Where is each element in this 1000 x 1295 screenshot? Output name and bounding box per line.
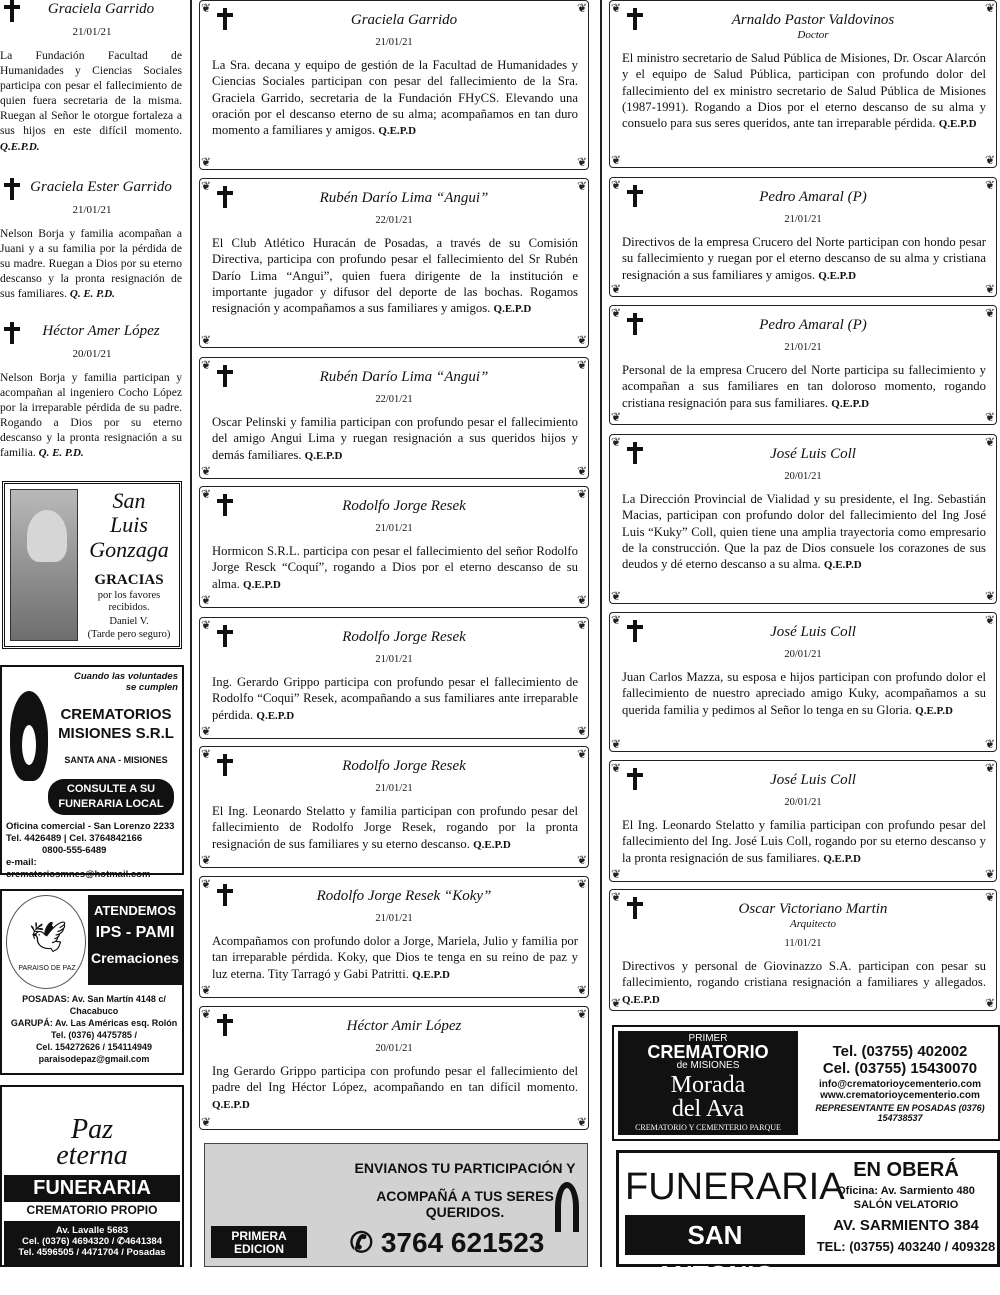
ad-subtitle: CREMATORIO PROPIO	[26, 1203, 158, 1217]
obituary-notice	[609, 612, 997, 752]
paraiso-de-paz-ad	[0, 889, 184, 1075]
banner-phone: ✆ 3764 621523	[349, 1227, 545, 1258]
corner-ornament: ❦	[201, 983, 212, 997]
notice-date: 22/01/21	[375, 215, 413, 226]
notice-date: 20/01/21	[784, 649, 822, 660]
corner-ornament: ❦	[576, 179, 587, 193]
corner-ornament: ❦	[201, 618, 212, 632]
notice-name: Graciela Garrido	[350, 12, 458, 28]
cross-icon	[4, 0, 20, 22]
corner-ornament: ❦	[984, 589, 995, 603]
notice-text: El Ing. Leonardo Stelatto y familia participan con profundo pesar del fallecimiento del Ing. José Luis Coll, rogando por su eterno descanso y la pronta resignación de sus familiares. Q.E.P.D	[622, 818, 986, 865]
notice-name: Rodolfo Jorge Resek	[342, 758, 466, 774]
cross-icon	[217, 494, 233, 516]
cross-icon	[4, 178, 20, 200]
corner-ornament: ❦	[201, 724, 212, 738]
corner-ornament: ❦	[201, 464, 212, 478]
corner-ornament: ❦	[984, 435, 995, 449]
notice-text: El Club Atlético Huracán de Posadas, a través de su Comisión Directiva, participa con profundo pesar el fallecimiento del Sr Rubén Darío Lima “Angui”, quien fuera dirigente de la institución e importante jugador y difusor del deporte de las bochas. Rogamos resignación y acompañamos a sus familiares y amigos. Q.E.P.D	[212, 236, 578, 316]
corner-ornament: ❦	[576, 593, 587, 607]
obituary-notice	[199, 1006, 589, 1130]
corner-ornament: ❦	[611, 153, 622, 167]
corner-ornament: ❦	[201, 1115, 212, 1129]
cross-icon	[627, 8, 643, 30]
notice-text: Acompañamos con profundo dolor a Jorge, Mariela, Julio y familia por tan irreparable pérdida. Koky, que Dios te tenga en su reino de paz y luz eterna. Tity Tarragó y Gabi Patritti. Q.E.P.D	[212, 934, 578, 981]
corner-ornament: ❦	[984, 306, 995, 320]
notice-subtitle: Arquitecto	[789, 918, 837, 930]
ad-gracias: GRACIAS	[94, 572, 164, 588]
notice-text: Juan Carlos Mazza, su esposa e hijos participan con profundo dolor el fallecimiento de nuestro apreciado amigo Kuky, acompañamos a su querida familia y pedimos al Señor lo tenga en su Gloria. Q.E.P.D	[622, 670, 986, 717]
corner-ornament: ❦	[576, 877, 587, 891]
corner-ornament: ❦	[611, 737, 622, 751]
corner-ornament: ❦	[576, 1, 587, 15]
corner-ornament: ❦	[611, 761, 622, 775]
ad-contact: Oficina comercial - San Lorenzo 2233 Tel. 4426489 | Cel. 3764842166 0800-555-6489 e-mail: crematoriosmnes@hotmail.com	[6, 821, 175, 880]
ad-signer: Daniel V.	[109, 616, 149, 627]
corner-ornament: ❦	[201, 155, 212, 169]
notice-date: 21/01/21	[375, 654, 413, 665]
notice-text: Directivos de la empresa Crucero del Norte participan con hondo pesar su fallecimiento y ruegan por el eterno descanso de su alma y cristiana resignación a sus familiares y amigos. Q.E.P.D	[622, 235, 986, 282]
corner-ornament: ❦	[201, 487, 212, 501]
notice-name: Rubén Darío Lima “Angui”	[319, 190, 489, 206]
funeraria-san-antonio-ad	[616, 1150, 1000, 1290]
obituary-notice	[609, 760, 997, 882]
corner-ornament: ❦	[611, 890, 622, 904]
corner-ornament: ❦	[611, 435, 622, 449]
corner-ornament: ❦	[576, 1115, 587, 1129]
ad-title: CREMATORIOS MISIONES S.R.L	[58, 706, 174, 742]
corner-ornament: ❦	[611, 306, 622, 320]
notice-name: José Luis Coll	[770, 446, 856, 462]
paz-eterna-logo: Paz eterna	[56, 1114, 128, 1171]
ad-text: por los favores recibidos.	[97, 590, 161, 613]
obituary-notice	[609, 889, 997, 1011]
notice-name: José Luis Coll	[770, 624, 856, 640]
morada-contact: Tel. (03755) 402002 Cel. (03755) 15430070 info@crematorioycementerio.com www.crematorioycementerio.com REPRESENTANTE EN POSADAS (0376) 154738537	[815, 1043, 985, 1123]
obituary-notice	[199, 617, 589, 739]
notice-name: Graciela Garrido	[47, 1, 155, 17]
corner-ornament: ❦	[611, 410, 622, 424]
corner-ornament: ❦	[201, 1007, 212, 1021]
corner-ornament: ❦	[611, 613, 622, 627]
dove-icon: 🕊	[29, 921, 68, 954]
ad-note: (Tarde pero seguro)	[87, 629, 171, 640]
corner-ornament: ❦	[611, 1, 622, 15]
ad-script-line: Luis	[110, 512, 148, 537]
corner-ornament: ❦	[576, 155, 587, 169]
corner-ornament: ❦	[201, 358, 212, 372]
corner-ornament: ❦	[576, 983, 587, 997]
notice-date: 21/01/21	[784, 214, 822, 225]
notice-name: Héctor Amir López	[346, 1018, 462, 1034]
corner-ornament: ❦	[576, 333, 587, 347]
san-luis-gonzaga-ad	[2, 481, 182, 649]
ad-tagline: Cuando las voluntades se cumplen	[74, 671, 178, 693]
notice-date: 21/01/21	[784, 342, 822, 353]
column-rule-right	[600, 0, 602, 1267]
corner-ornament: ❦	[576, 618, 587, 632]
corner-ornament: ❦	[611, 996, 622, 1010]
consulte-badge: CONSULTE A SU FUNERARIA LOCAL	[48, 779, 174, 815]
notice-date: 20/01/21	[72, 348, 112, 360]
ad-office: Oficina: Av. Sarmiento 480	[837, 1185, 975, 1197]
cross-icon	[627, 442, 643, 464]
notice-name: Graciela Ester Garrido	[30, 179, 172, 195]
corner-ornament: ❦	[984, 737, 995, 751]
banner-line: ENVIANOS TU PARTICIPACIÓN Y	[354, 1160, 576, 1176]
notice-text: La Dirección Provincial de Vialidad y su presidente, el Ing. Sebastián Macias, participan con profundo dolor del fallecimiento del Ing José Luis “Kuky” Coll, quien tiene una amplia trayectoria como empresario de la construcción. Que la paz de Dios consuele los corazones de sus deudos y dé eterno descanso a su alma. Q.E.P.D	[622, 492, 986, 572]
obituary-notice	[199, 0, 589, 170]
left-notice	[0, 0, 184, 155]
notice-name: Arnaldo Pastor Valdovinos	[731, 12, 895, 28]
cross-icon	[627, 185, 643, 207]
ad-address: AV. SARMIENTO 384	[833, 1217, 979, 1234]
corner-ornament: ❦	[984, 867, 995, 881]
corner-ornament: ❦	[984, 1, 995, 15]
corner-ornament: ❦	[984, 996, 995, 1010]
ad-funeraria: FUNERARIA	[625, 1166, 845, 1208]
notice-text: Oscar Pelinski y familia participan con profundo pesar el fallecimiento del amigo Angui Lima y ruegan resignación a sus queridos hijos y demás familiares. Q.E.P.D	[212, 415, 578, 462]
cross-icon	[217, 8, 233, 30]
notice-date: 20/01/21	[784, 471, 822, 482]
crematorios-misiones-ad	[0, 665, 184, 880]
left-notice	[0, 322, 184, 462]
corner-ornament: ❦	[611, 282, 622, 296]
cross-icon	[217, 186, 233, 208]
notice-date: 21/01/21	[375, 523, 413, 534]
column-rule-left	[190, 0, 192, 1267]
corner-ornament: ❦	[984, 890, 995, 904]
notice-name: Rodolfo Jorge Resek “Koky”	[316, 888, 492, 904]
obituary-notice	[199, 486, 589, 608]
corner-ornament: ❦	[984, 761, 995, 775]
ad-location: SANTA ANA - MISIONES	[64, 755, 168, 765]
notice-date: 21/01/21	[375, 783, 413, 794]
corner-ornament: ❦	[201, 333, 212, 347]
corner-ornament: ❦	[576, 464, 587, 478]
obituary-notice	[199, 876, 589, 998]
obituary-notice	[609, 434, 997, 604]
notice-text: Ing Gerardo Grippo participa con profundo pesar el fallecimiento del padre del Ing Héctor López, acompañando en tan difícil momento. Q.E.P.D	[212, 1064, 578, 1111]
ad-name: SAN ANTONIO	[625, 1215, 805, 1255]
corner-ornament: ❦	[984, 153, 995, 167]
corner-ornament: ❦	[576, 487, 587, 501]
corner-ornament: ❦	[984, 282, 995, 296]
notice-subtitle: Doctor	[797, 29, 829, 41]
notice-date: 21/01/21	[72, 26, 112, 38]
obituary-notice	[609, 177, 997, 297]
corner-ornament: ❦	[576, 358, 587, 372]
corner-ornament: ❦	[984, 410, 995, 424]
cross-icon	[217, 365, 233, 387]
ad-address: POSADAS: Av. San Martín 4148 c/ Chacabuco GARUPÁ: Av. Las Américas esq. Rolón Tel. (0376) 4475785 / Cel. 154272626 / 154114949 paraisodepaz@gmail.com	[10, 994, 178, 1064]
corner-ornament: ❦	[576, 853, 587, 867]
cross-icon	[627, 768, 643, 790]
flame-icon	[10, 691, 48, 781]
notice-text: Ing. Gerardo Grippo participa con profundo pesar el fallecimiento de Rodolfo “Coqui” Resek, acompañando a sus familiares ante irreparable pérdida. Q.E.P.D	[212, 675, 578, 722]
mourning-ribbon-icon	[555, 1182, 579, 1232]
notice-name: Rodolfo Jorge Resek	[342, 629, 466, 645]
notice-text: El ministro secretario de Salud Pública de Misiones, Dr. Oscar Alarcón y el equipo de Salud Pública, participan con profundo dolor del fallecimiento del ex ministro secretario de Salud Pública de Misiones (1987-1991). Rogando a Dios por el eterno descanso de su alma y consuelo para sus seres queridos, ante tan irreparable pérdida. Q.E.P.D	[622, 51, 986, 131]
notice-name: Oscar Victoriano Martin	[738, 901, 888, 917]
cross-icon	[627, 897, 643, 919]
ad-script-line: Gonzaga	[89, 537, 169, 562]
corner-ornament: ❦	[201, 877, 212, 891]
corner-ornament: ❦	[576, 724, 587, 738]
cross-icon	[627, 313, 643, 335]
corner-ornament: ❦	[611, 178, 622, 192]
notice-name: Pedro Amaral (P)	[759, 189, 867, 205]
participation-banner-ad	[204, 1143, 588, 1267]
notice-name: Héctor Amer López	[42, 323, 160, 339]
cross-icon	[217, 1014, 233, 1036]
corner-ornament: ❦	[984, 613, 995, 627]
notice-name: José Luis Coll	[770, 772, 856, 788]
ad-contact: Av. Lavalle 5683 Cel. (0376) 4694320 / ✆4641384 Tel. 4596505 / 4471704 / Posadas	[4, 1221, 180, 1265]
notice-date: 21/01/21	[375, 37, 413, 48]
notice-name: Rubén Darío Lima “Angui”	[319, 369, 489, 385]
notice-date: 21/01/21	[375, 913, 413, 924]
corner-ornament: ❦	[576, 1007, 587, 1021]
notice-date: 11/01/21	[784, 938, 822, 949]
corner-ornament: ❦	[611, 867, 622, 881]
notice-name: Rodolfo Jorge Resek	[342, 498, 466, 514]
notice-date: 20/01/21	[784, 797, 822, 808]
obituary-notice	[199, 746, 589, 868]
corner-ornament: ❦	[576, 747, 587, 761]
ad-script-line: San	[112, 488, 146, 513]
corner-ornament: ❦	[201, 179, 212, 193]
obituary-notice	[199, 178, 589, 348]
cross-icon	[627, 620, 643, 642]
corner-ornament: ❦	[201, 853, 212, 867]
notice-text: Nelson Borja y familia participan y acompañan al ingeniero Cocho López por la irreparable pérdida de su padre. Rogando a Dios por su eterno descanso y la pronta resignación a su familia. Q. E. P.D.	[0, 371, 182, 460]
notice-text: La Fundación Facultad de Humanidades y Ciencias Sociales participa con pesar el fallecimiento de quien fuera secretaria de la misma. Ruegan al Señor le otorgue fortaleza a sus hijos en este difícil momento. Q.E.P.D.	[0, 49, 182, 153]
primera-edicion-logo: PRIMERA EDICION	[211, 1226, 307, 1258]
corner-ornament: ❦	[201, 1, 212, 15]
notice-text: Personal de la empresa Crucero del Norte participa su fallecimiento y acompañan a sus familiares en tan doloroso momento, rogando cristiana resignación para sus familiares. Q.E.P.D	[622, 363, 986, 410]
notice-date: 21/01/21	[72, 204, 112, 216]
paz-eterna-ad	[0, 1085, 184, 1267]
notice-text: Hormicon S.R.L. participa con pesar el fallecimiento del señor Rodolfo Jorge Resck “Coquí”, rogando a Dios por el eterno descanso de su alma. Q.E.P.D	[212, 544, 578, 591]
ad-services: ATENDEMOS IPS - PAMI Cremaciones	[88, 895, 182, 985]
notice-date: 22/01/21	[375, 394, 413, 405]
morada-del-ava-ad	[612, 1025, 1000, 1141]
left-notice	[0, 178, 184, 302]
obituary-notice	[609, 0, 997, 168]
ad-phone: TEL: (03755) 403240 / 409328	[816, 1239, 996, 1254]
paraiso-logo: 🕊 PARAISO DE PAZ	[6, 895, 86, 989]
corner-ornament: ❦	[611, 589, 622, 603]
notice-name: Pedro Amaral (P)	[759, 317, 867, 333]
obituary-notice	[609, 305, 997, 425]
cross-icon	[217, 884, 233, 906]
cross-icon	[217, 754, 233, 776]
saint-image	[10, 489, 78, 641]
whatsapp-icon: ✆	[349, 1227, 374, 1258]
notice-text: El Ing. Leonardo Stelatto y familia participan con profundo pesar del fallecimiento de Rodolfo Jorge Resek, rogando por la pronta resignación de sus familiares y su eterno descanso. Q.E.P.D	[212, 804, 578, 851]
notice-date: 20/01/21	[375, 1043, 413, 1054]
ad-salon: SALÓN VELATORIO	[853, 1199, 959, 1211]
notice-text: Nelson Borja y familia acompañan a Juani y a su familia por la pérdida de su madre. Ruegan a Dios por su eterno descanso y la pronta resignación de sus familiares. Q. E. P.D.	[0, 227, 182, 301]
ad-city: EN OBERÁ	[853, 1159, 959, 1181]
banner-line: ACOMPAÑÁ A TUS SERES QUERIDOS.	[376, 1188, 554, 1220]
ad-funeraria-bar: FUNERARIA	[4, 1175, 180, 1202]
notice-text: La Sra. decana y equipo de gestión de la Facultad de Humanidades y Ciencias Sociales participan con pesar del fallecimiento de la Sra. Graciela Garrido, secretaria de la Fundación FHyCS. Elevando una oración por el descanso eterno de su alma; acompañamos en tan duro momento a familiares y amigos. Q.E.P.D	[212, 58, 578, 138]
corner-ornament: ❦	[984, 178, 995, 192]
obituary-notice	[199, 357, 589, 479]
cross-icon	[4, 322, 20, 344]
notice-text: Directivos y personal de Giovinazzo S.A. participan con pesar su fallecimiento, rogando cristiana resignación a familiares y allegados. Q.E.P.D	[622, 959, 986, 1006]
cross-icon	[217, 625, 233, 647]
morada-logo: PRIMER CREMATORIO de MISIONES Morada del Ava CREMATORIO Y CEMENTERIO PARQUE	[618, 1031, 798, 1135]
corner-ornament: ❦	[201, 593, 212, 607]
corner-ornament: ❦	[201, 747, 212, 761]
